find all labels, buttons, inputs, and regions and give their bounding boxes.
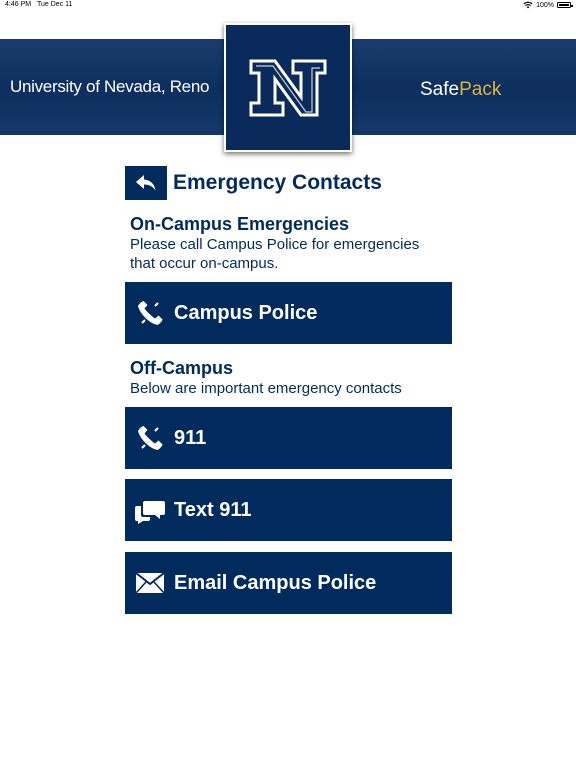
- text-911-button[interactable]: [125, 479, 452, 541]
- block-n-logo-icon: [247, 57, 329, 119]
- university-logo: [224, 23, 352, 152]
- page-title: Emergency Contacts: [173, 171, 382, 194]
- status-indicators: [523, 1, 571, 9]
- call-911-button[interactable]: [125, 407, 452, 469]
- campus-police-label: Campus Police: [174, 301, 318, 324]
- call-911-label: 911: [174, 426, 207, 449]
- wifi-icon: [523, 1, 533, 9]
- battery-percent: 100%: [536, 1, 554, 9]
- back-arrow-icon: [135, 174, 157, 192]
- off-campus-heading: Off-Campus: [130, 358, 233, 378]
- on-campus-description-line-2: that occur on-campus.: [130, 255, 279, 272]
- university-name: University of Nevada, Reno: [10, 77, 210, 96]
- text-911-label: Text 911: [174, 498, 252, 521]
- battery-icon: [557, 2, 571, 8]
- envelope-icon: [125, 552, 174, 614]
- phone-icon: [125, 407, 174, 469]
- on-campus-description-line-1: Please call Campus Police for emergencies: [130, 236, 420, 253]
- phone-icon: [125, 282, 174, 344]
- chat-bubbles-icon: [125, 479, 174, 541]
- app-name: [420, 79, 501, 101]
- status-time: 4:46 PM: [5, 1, 32, 8]
- on-campus-heading: On-Campus Emergencies: [130, 214, 350, 234]
- email-campus-police-button[interactable]: [125, 552, 452, 614]
- on-campus-description: [130, 235, 450, 273]
- app-name-safe: Safe: [420, 79, 460, 100]
- app-name-pack: Pack: [459, 79, 502, 100]
- status-bar: [0, 0, 576, 12]
- status-date: Tue Dec 11: [37, 1, 73, 8]
- off-campus-description: Below are important emergency contacts: [130, 380, 402, 397]
- back-button[interactable]: [125, 166, 167, 200]
- campus-police-button[interactable]: [125, 282, 452, 344]
- email-campus-police-label: Email Campus Police: [174, 571, 377, 594]
